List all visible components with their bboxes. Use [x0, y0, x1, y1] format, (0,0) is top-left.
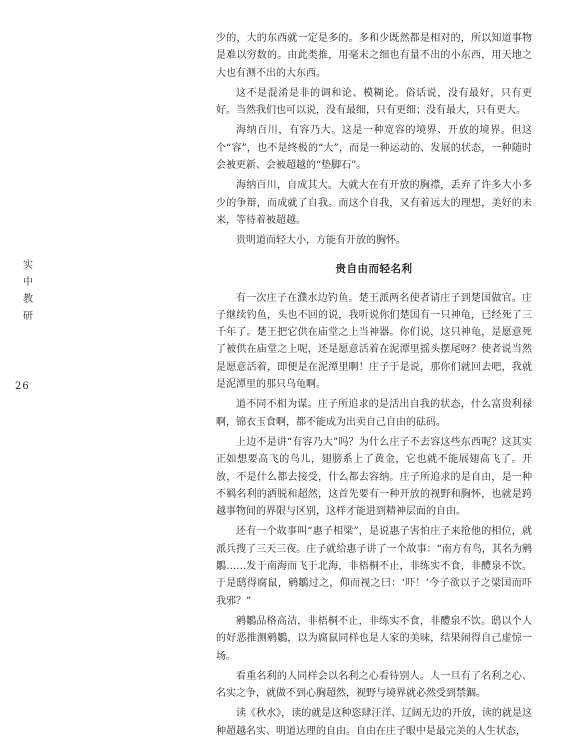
paragraph: 道不同不相为谋。庄子所追求的是活出自我的状态，什么富贵利禄啊，锦衣玉食啊，都不能成为出卖自己自由的砝码。	[216, 399, 532, 428]
paragraph: 鹓鶵品格高洁，非梧桐不止，非练实不食，非醴泉不饮。鸱以个人的好恶推测鹓鶵，以为腐鼠同样也是人家的美味，结果闹得自己虚惊一场。	[216, 615, 532, 662]
paragraph: 看重名利的人同样会以名利之心看待别人。人一旦有了名利之心、名实之争，就做不到心胸超然，视野与境界就必然受到禁錮。	[216, 670, 532, 700]
paragraph: 这不是混淆是非的调和论、模糊论。俗话说，没有最好，只有更好。当然我们也可以说，没有最细，只有更细；没有最大，只有更大。	[216, 87, 532, 117]
paragraph: 贵明道而轻大小，方能有开放的胸怀。	[236, 235, 406, 247]
paragraph: 读《秋水》，读的就是这种恣肆汪洋、辽阔无边的开放，读的就是这种超越名实、明道达理的自由。自由在庄子眼中是最完美的人生状态，	[216, 708, 532, 737]
side-label-char: 教	[23, 294, 33, 305]
article-body	[216, 30, 532, 743]
paragraph: 有一次庄子在濮水边钓鱼。楚王派两名使者请庄子到楚国做官。庄子继续钓鱼，头也不回的说，我听说你们楚国有一只神龟，已经死了三千年了。楚王把它供在庙堂之上当神器。你们说，这只神龟，是愿意死了被供在庙堂之上呢，还是愿意活着在泥潭里摇头摆尾呀？使者说当然是愿意活着，即便是在泥潭里啊！庄子于是说，那你们就回去吧，我就是泥潭里的那只乌龟啊。	[216, 292, 532, 391]
side-label-char: 研	[23, 311, 33, 322]
section-heading: 贵自由而轻名利	[335, 262, 413, 275]
side-label-char: 中	[23, 277, 33, 288]
page-number: 26	[15, 381, 30, 392]
paragraph: 上边不是讲“有容乃大”吗？为什么庄子不去容这些东西呢？这其实正如想要高飞的鸟儿，翅膀系上了黄金，它也就不能展翅高飞了。开放，不是什么都去接受，什么都去容纳。庄子所追求的是自由，是一种不羁名利的洒脱和超然，这首先要有一种开放的视野和胸怀，也就是跨越事物间的界限与区别，这样才能进到精神层面的自由。	[216, 436, 532, 518]
paragraph: 海纳百川，有容乃大。这是一种宽容的境界、开放的境界。但这个“容”，也不是终极的“大”，而是一种运动的、发展的状态，一种随时会被更新、会被超越的“垫脚石”。	[216, 125, 532, 172]
paragraph: 还有一个故事叫“惠子相梁”，是说惠子害怕庄子来抢他的相位，就派兵搜了三天三夜。庄子就给惠子讲了一个故事：“南方有鸟，其名为鹓鶵……发于南海而飞于北海，非梧桐不止，非练实不食，非醴泉不饮。于是鸱得腐鼠，鹓鶵过之，仰而视之曰：‘吓！’今子欲以子之梁国而吓我邪？”	[216, 526, 532, 607]
side-label-char: 实	[23, 260, 33, 271]
paragraph: 海纳百川，自成其大。大就大在有开放的胸襟，丢弃了许多大小多少的争辩，而成就了自我。而这个自我，又有着远大的理想，美好的未来，等待着被超越。	[216, 180, 532, 226]
journal-side-label	[20, 257, 36, 325]
paragraph: 少的，大的东西就一定是多的。多和少既然都是相对的，所以知道事物是难以穷数的。由此类推，用毫末之细也有量不出的小东西，用天地之大也有测不出的大东西。	[216, 33, 532, 79]
